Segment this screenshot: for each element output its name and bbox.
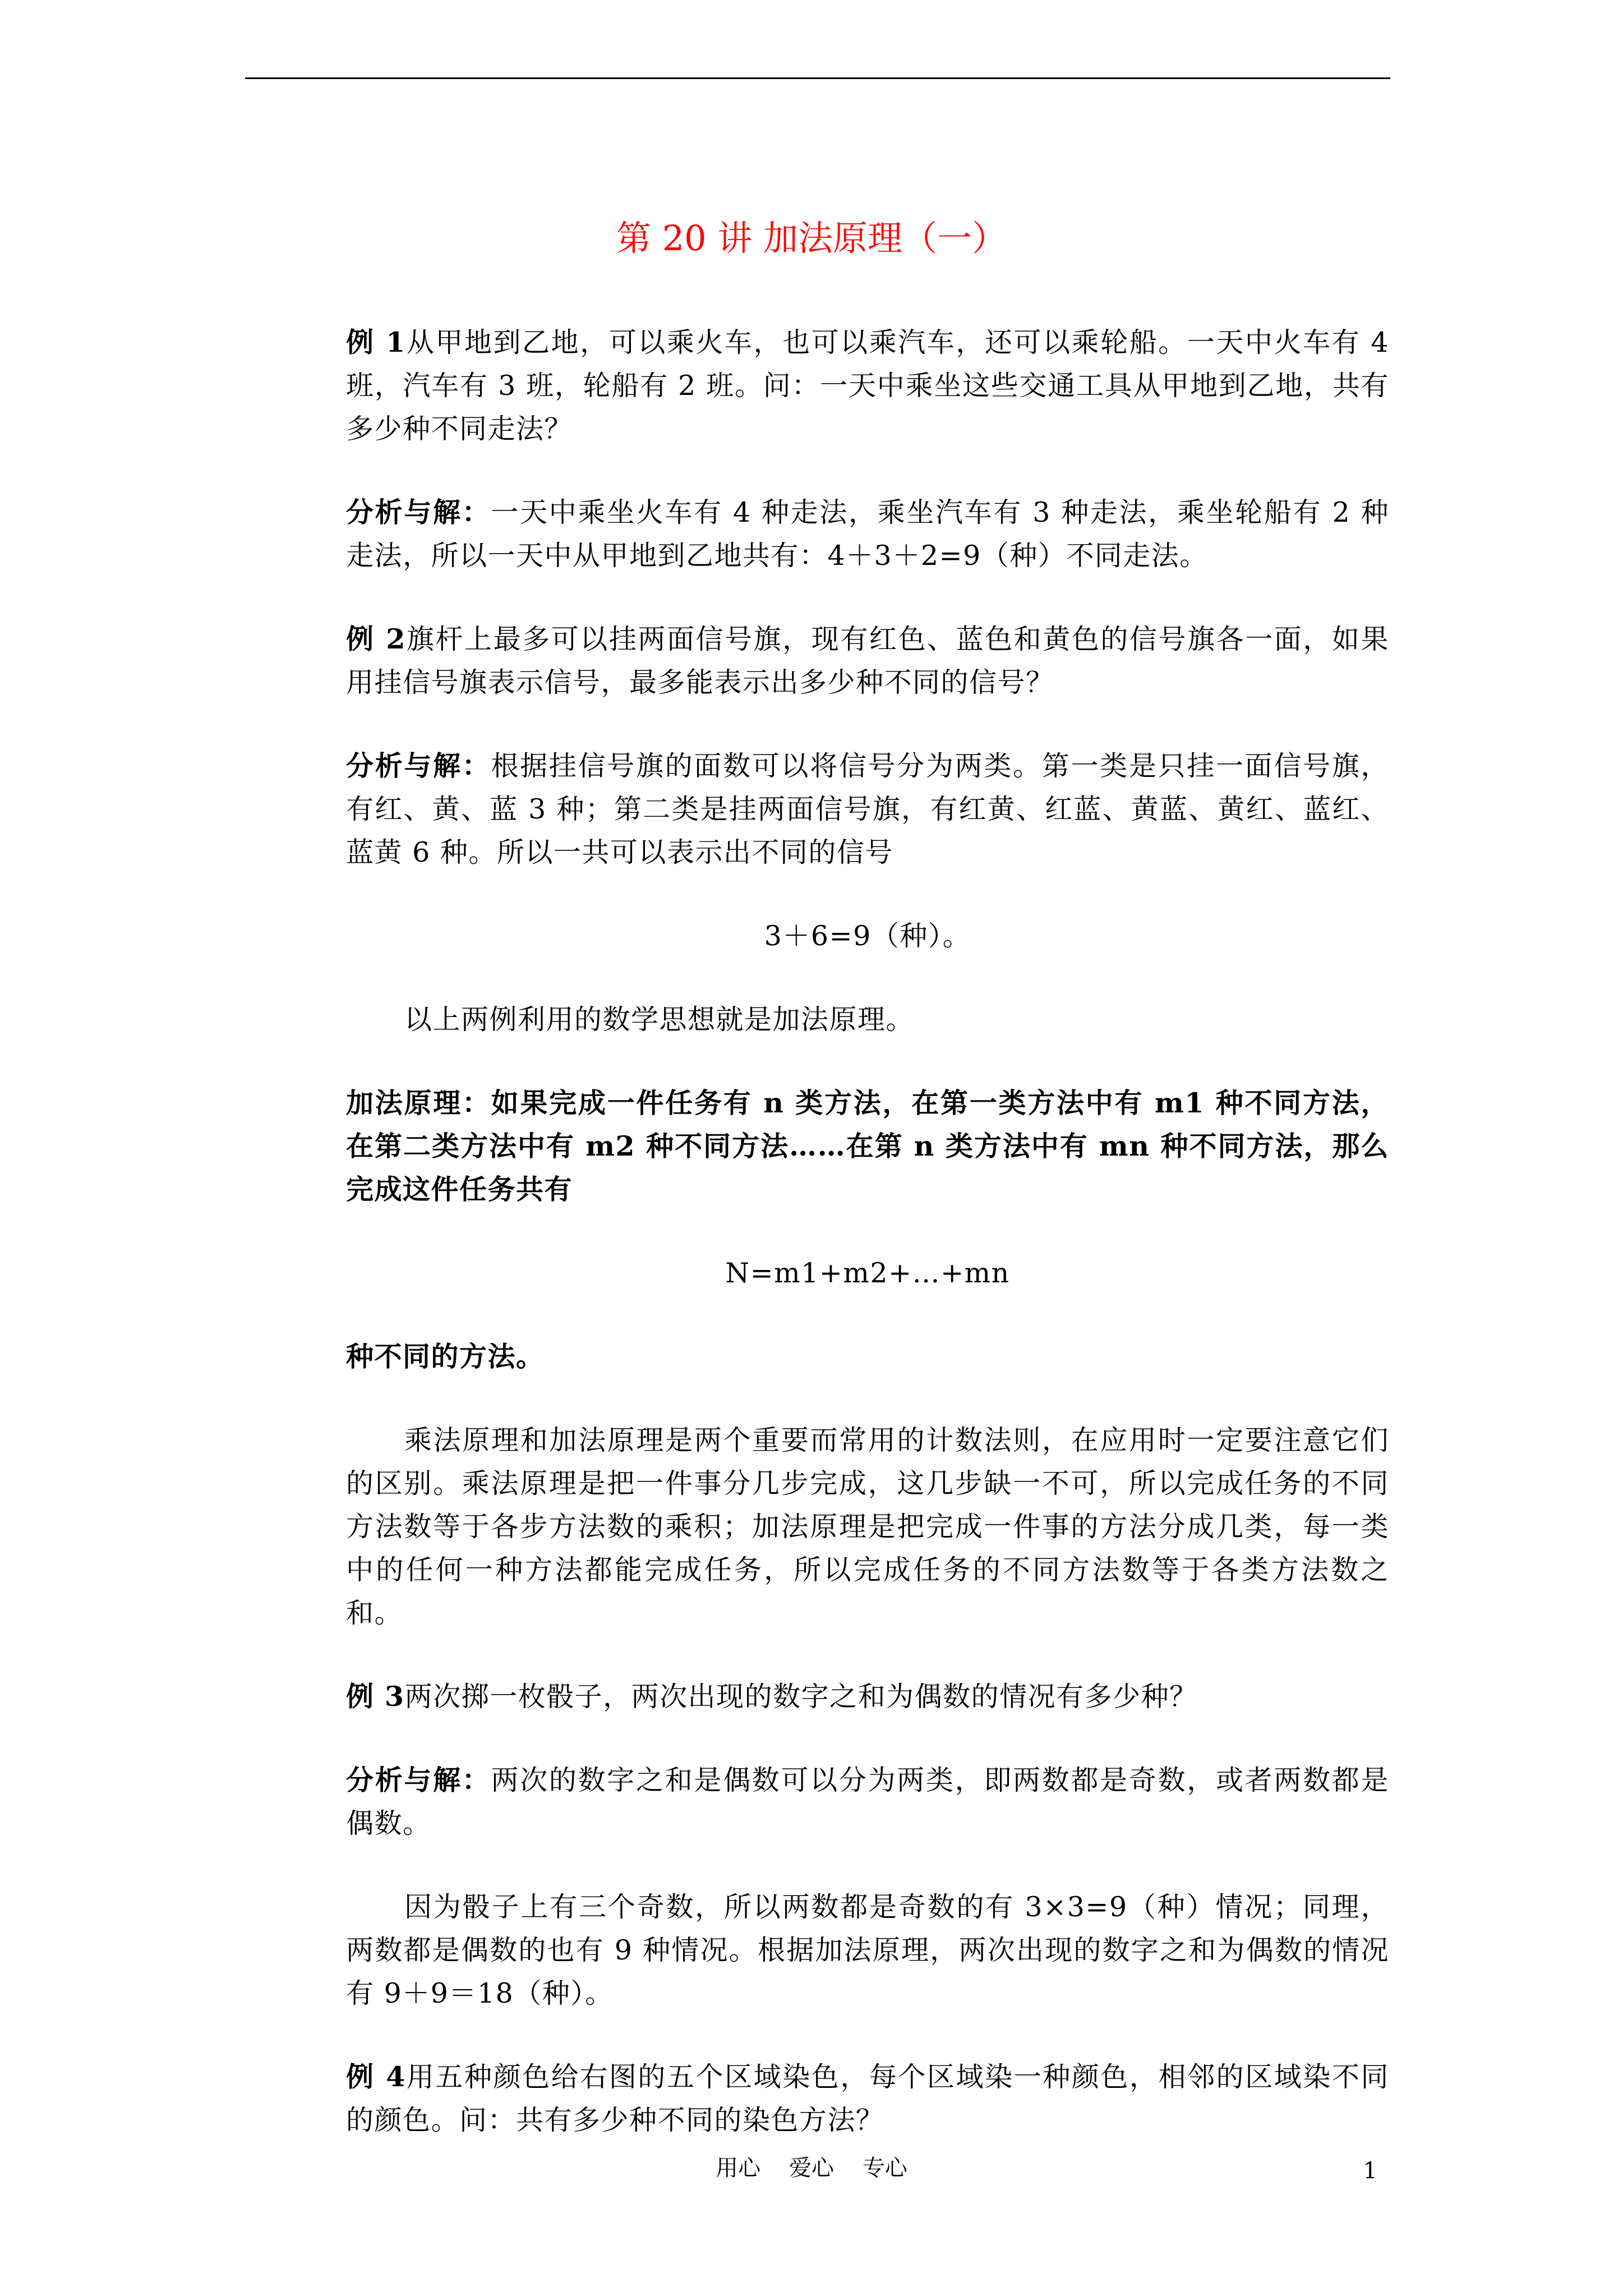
example-2 xyxy=(346,618,1389,704)
solution-3-text: 两次的数字之和是偶数可以分为两类，即两数都是奇数，或者两数都是偶数。 xyxy=(346,1764,1389,1839)
formula-2: N=m1+m2+…+mn xyxy=(725,1257,1010,1289)
example-4 xyxy=(346,2055,1389,2142)
example-1 xyxy=(346,321,1389,450)
example-4-text: 用五种颜色给右图的五个区域染色，每个区域染一种颜色，相邻的区域染不同的颜色。问：共有多少种不同的染色方法？ xyxy=(346,2061,1389,2136)
page-number: 1 xyxy=(1363,2158,1377,2184)
example-3 xyxy=(346,1675,1389,1718)
solution-2-text: 根据挂信号旗的面数可以将信号分为两类。第一类是只挂一面信号旗，有红、黄、蓝 3 种；第二类是挂两面信号旗，有红黄、红蓝、黄蓝、黄红、蓝红、蓝黄 6 种。所以一共可以表示出不同的信号 xyxy=(346,750,1389,868)
header-rule xyxy=(245,77,1390,79)
document-body xyxy=(346,321,1389,2182)
solution-3 xyxy=(346,1759,1389,1845)
summary-paragraph: 以上两例利用的数学思想就是加法原理。 xyxy=(404,1004,915,1036)
solution-1-label: 分析与解： xyxy=(346,496,491,528)
addition-principle-end: 种不同的方法。 xyxy=(346,1340,545,1373)
footer-motto: 用心 爱心 专心 xyxy=(716,2155,907,2181)
solution-1 xyxy=(346,491,1389,577)
solution-1-text: 一天中乘坐火车有 4 种走法，乘坐汽车有 3 种走法，乘坐轮船有 2 种走法，所以一天中从甲地到乙地共有：4＋3＋2=9（种）不同走法。 xyxy=(346,496,1389,572)
solution-3-continued: 因为骰子上有三个奇数，所以两数都是奇数的有 3×3=9（种）情况；同理，两数都是偶数的也有 9 种情况。根据加法原理，两次出现的数字之和为偶数的情况有 9＋9＝18（种）。 xyxy=(346,1891,1389,2009)
example-3-text: 两次掷一枚骰子，两次出现的数字之和为偶数的情况有多少种？ xyxy=(404,1681,1198,1713)
page-title: 第 20 讲 加法原理（一） xyxy=(616,218,1007,259)
example-4-label: 例 4 xyxy=(346,2060,406,2093)
example-1-text: 从甲地到乙地，可以乘火车，也可以乘汽车，还可以乘轮船。一天中火车有 4 班，汽车有 3 班，轮船有 2 班。问：一天中乘坐这些交通工具从甲地到乙地，共有多少种不同走法？ xyxy=(346,326,1389,445)
solution-2 xyxy=(346,744,1389,874)
example-2-label: 例 2 xyxy=(346,623,406,655)
example-2-text: 旗杆上最多可以挂两面信号旗，现有红色、蓝色和黄色的信号旗各一面，如果用挂信号旗表示信号，最多能表示出多少种不同的信号？ xyxy=(346,623,1389,698)
addition-principle: 加法原理：如果完成一件任务有 n 类方法，在第一类方法中有 m1 种不同方法，在第二类方法中有 m2 种不同方法……在第 n 类方法中有 mn 种不同方法，那么完成这件任务共有 xyxy=(346,1087,1389,1205)
solution-3-label: 分析与解： xyxy=(346,1764,491,1796)
example-3-label: 例 3 xyxy=(346,1680,405,1713)
formula-1: 3＋6=9（种）。 xyxy=(764,920,971,952)
solution-2-label: 分析与解： xyxy=(346,749,491,782)
comparison-paragraph: 乘法原理和加法原理是两个重要而常用的计数法则，在应用时一定要注意它们的区别。乘法原理是把一件事分几步完成，这几步缺一不可，所以完成任务的不同方法数等于各步方法数的乘积；加法原理是把完成一件事的方法分成几类，每一类中的任何一种方法都能完成任务，所以完成任务的不同方法数等于各类方法数之和。 xyxy=(346,1424,1389,1629)
example-1-label: 例 1 xyxy=(346,326,406,358)
